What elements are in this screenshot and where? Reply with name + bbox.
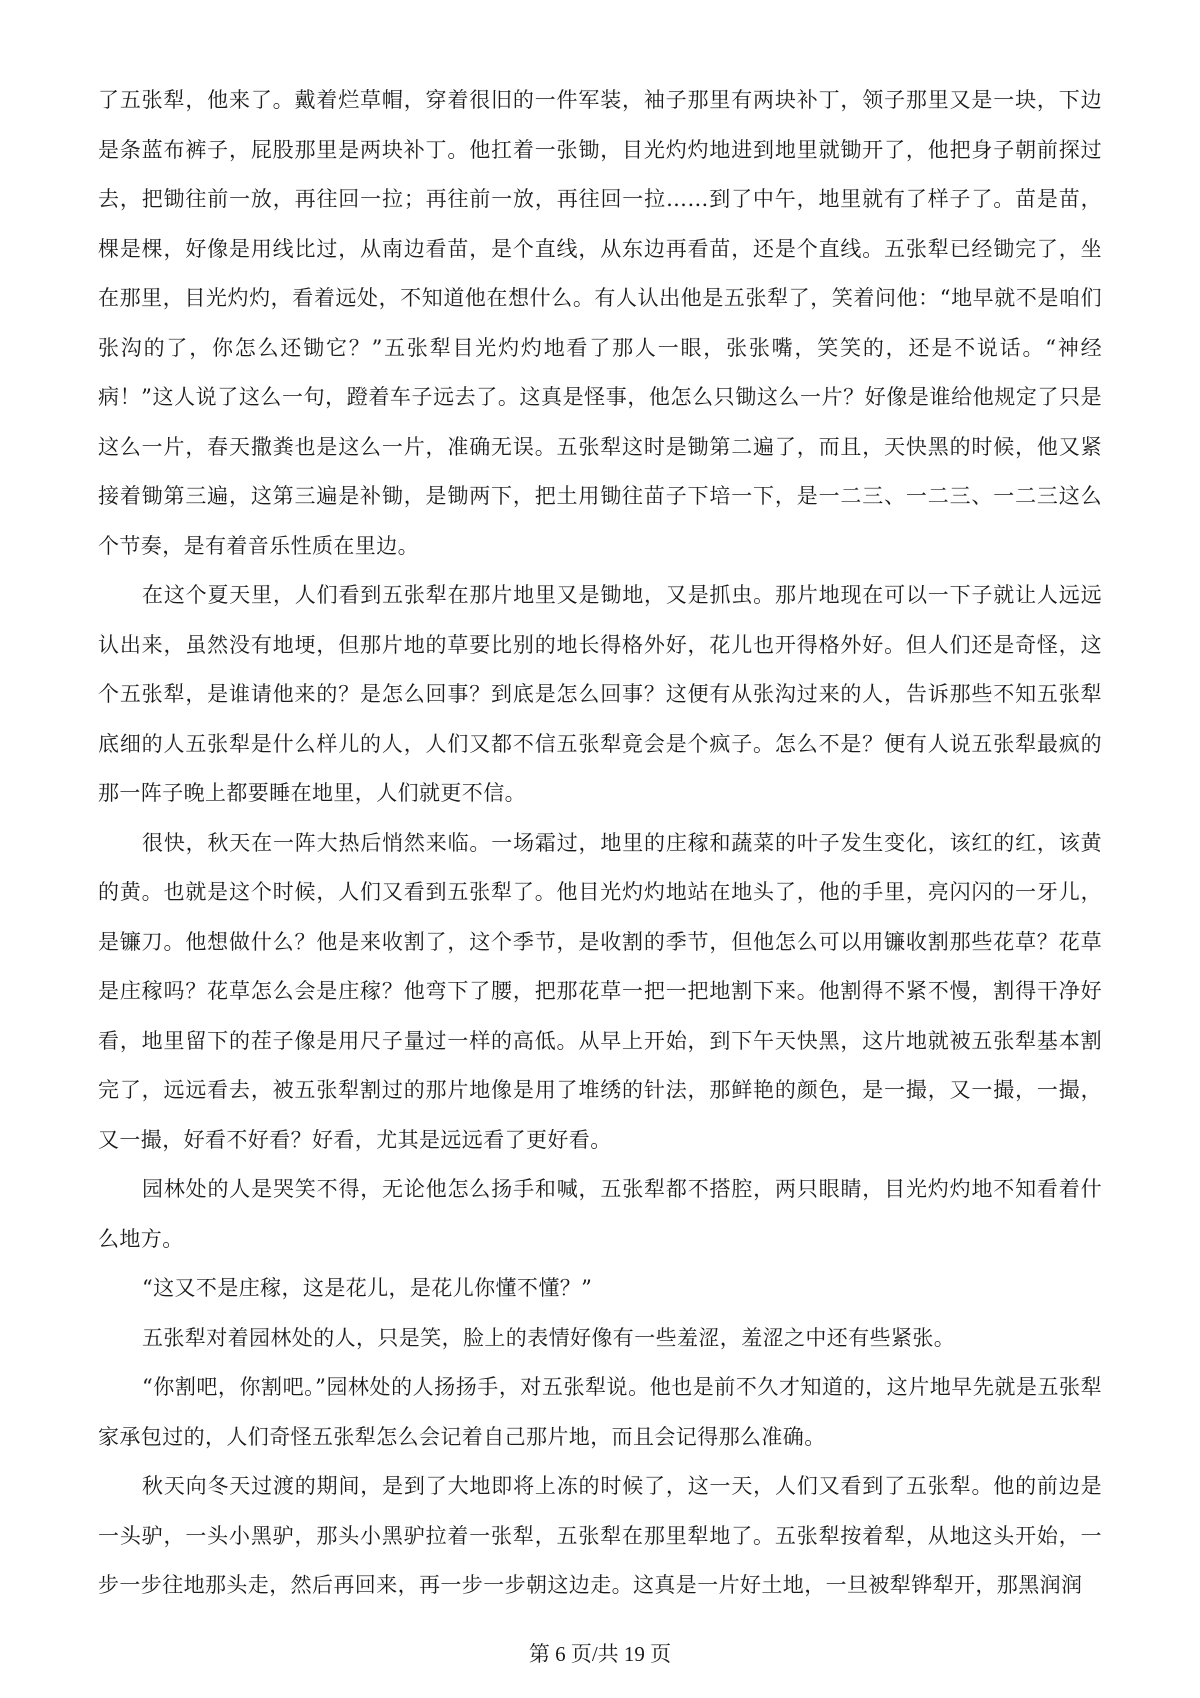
- paragraph-1: 了五张犁，他来了。戴着烂草帽，穿着很旧的一件军装，袖子那里有两块补丁，领子那里又是一块，下边是条蓝布裤子，屁股那里是两块补丁。他扛着一张锄，目光灼灼地进到地里就锄开了，他把身子朝前探过去，把锄往前一放，再往回一拉；再往前一放，再往回一拉……到了中午，地里就有了样子了。苗是苗，棵是棵，好像是用线比过，从南边看苗，是个直线，从东边再看苗，还是个直线。五张犁已经锄完了，坐在那里，目光灼灼，看着远处，不知道他在想什么。有人认出他是五张犁了，笑着问他：“地早就不是咱们张沟的了，你怎么还锄它？”五张犁目光灼灼地看了那人一眼，张张嘴，笑笑的，还是不说话。“神经病！”这人说了这么一句，蹬着车子远去了。这真是怪事，他怎么只锄这么一片？好像是谁给他规定了只是这么一片，春天撒粪也是这么一片，准确无误。五张犁这时是锄第二遍了，而且，天快黑的时候，他又紧接着锄第三遍，这第三遍是补锄，是锄两下，把土用锄往苗子下培一下，是一二三、一二三、一二三这么个节奏，是有着音乐性质在里边。: [98, 88, 1102, 558]
- paragraph-2: 在这个夏天里，人们看到五张犁在那片地里又是锄地，又是抓虫。那片地现在可以一下子就让人远远认出来，虽然没有地埂，但那片地的草要比别的地长得格外好，花儿也开得格外好。但人们还是奇怪，这个五张犁，是谁请他来的？是怎么回事？到底是怎么回事？这便有从张沟过来的人，告诉那些不知五张犁底细的人五张犁是什么样儿的人，人们又都不信五张犁竟会是个疯子。怎么不是？便有人说五张犁最疯的那一阵子晚上都要睡在地里，人们就更不信。: [98, 583, 1102, 805]
- document-page: [98, 76, 1102, 1611]
- paragraph-6: 五张犁对着园林处的人，只是笑，脸上的表情好像有一些羞涩，羞涩之中还有些紧张。: [142, 1325, 956, 1350]
- paragraph-4: 园林处的人是哭笑不得，无论他怎么扬手和喊，五张犁都不搭腔，两只眼睛，目光灼灼地不知看着什么地方。: [98, 1177, 1102, 1251]
- page-number-footer: 第 6 页/共 19 页: [528, 1642, 672, 1666]
- paragraph-3: 很快，秋天在一阵大热后悄然来临。一场霜过，地里的庄稼和蔬菜的叶子发生变化，该红的红，该黄的黄。也就是这个时候，人们又看到五张犁了。他目光灼灼地站在地头了，他的手里，亮闪闪的一牙儿，是镰刀。他想做什么？他是来收割了，这个季节，是收割的季节，但他怎么可以用镰收割那些花草？花草是庄稼吗？花草怎么会是庄稼？他弯下了腰，把那花草一把一把地割下来。他割得不紧不慢，割得干净好看，地里留下的茬子像是用尺子量过一样的高低。从早上开始，到下午天快黑，这片地就被五张犁基本割完了，远远看去，被五张犁割过的那片地像是用了堆绣的针法，那鲜艳的颜色，是一撮，又一撮，一撮，又一撮，好看不好看？好看，尤其是远远看了更好看。: [98, 830, 1102, 1152]
- paragraph-8: 秋天向冬天过渡的期间，是到了大地即将上冻的时候了，这一天，人们又看到了五张犁。他的前边是一头驴，一头小黑驴，那头小黑驴拉着一张犁，五张犁在那里犁地了。五张犁按着犁，从地这头开始，一步一步往地那头走，然后再回来，再一步一步朝这边走。这真是一片好土地，一旦被犁铧犁开，那黑润润: [98, 1474, 1102, 1597]
- paragraph-7: “你割吧，你割吧。”园林处的人扬扬手，对五张犁说。他也是前不久才知道的，这片地早先就是五张犁家承包过的，人们奇怪五张犁怎么会记着自己那片地，而且会记得那么准确。: [98, 1375, 1102, 1449]
- paragraph-5: “这又不是庄稼，这是花儿，是花儿你懂不懂？”: [142, 1276, 593, 1300]
